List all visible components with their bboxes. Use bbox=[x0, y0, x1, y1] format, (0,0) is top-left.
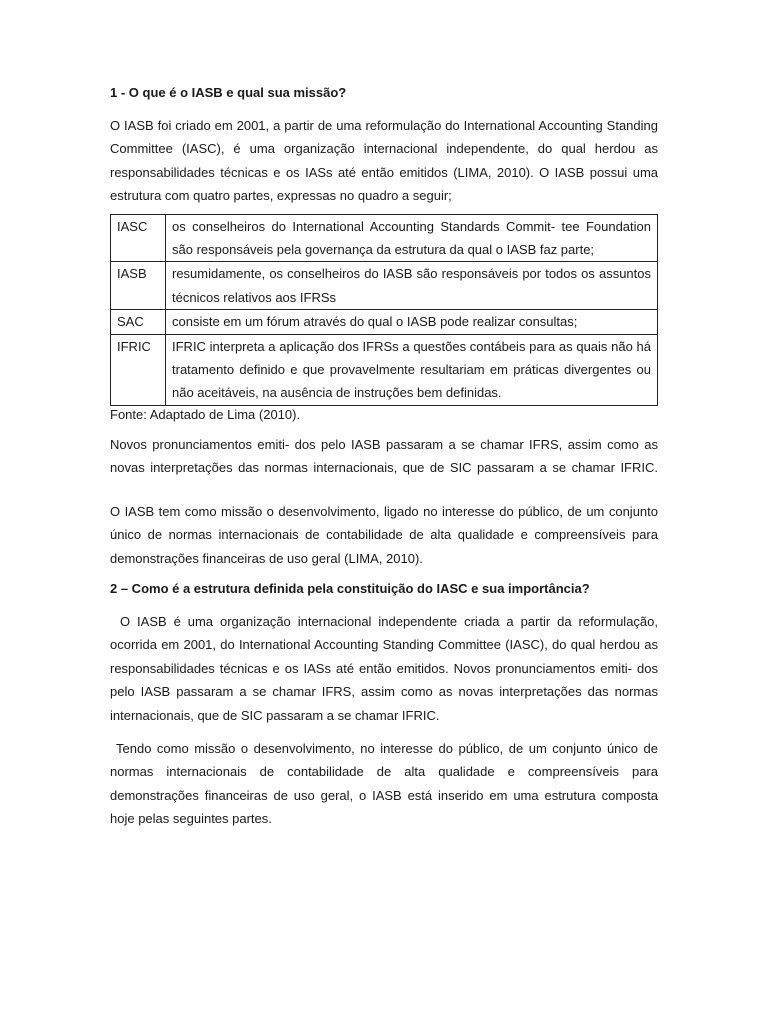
structure-table bbox=[110, 214, 658, 406]
table-row bbox=[111, 214, 658, 262]
table-cell-text: os conselheiros do International Accounting Standards Commit- tee Foundation são responsáveis pela governança da estrutura da qual o IASB faz parte; bbox=[166, 214, 658, 262]
document-page bbox=[110, 84, 658, 831]
paragraph-3: O IASB tem como missão o desenvolvimento, ligado no interesse do público, de um conjunto único de normas internacionais de contabilidade de alta qualidade e compreensíveis para demonstrações financeiras de uso geral (LIMA, 2010). bbox=[110, 503, 658, 566]
table-cell-code: IASB bbox=[111, 262, 166, 310]
table-row bbox=[111, 334, 658, 405]
table-source: Fonte: Adaptado de Lima (2010). bbox=[110, 406, 301, 422]
paragraph-4: O IASB é uma organização internacional independente criada a partir da reformulação, ocorrida em 2001, do International Accounting Standing Committee (IASC), do qual herdou as responsabilidades técnicas e os IASs até então emitidos. Novos pronunciamentos emiti- dos pelo IASB passaram a se chamar IFRS, assim como as novas interpretações das normas internacionais, que de SIC passaram a se chamar IFRIC. bbox=[110, 613, 658, 723]
table-cell-code: SAC bbox=[111, 310, 166, 334]
table-cell-code: IFRIC bbox=[111, 334, 166, 405]
paragraph-5: Tendo como missão o desenvolvimento, no interesse do público, de um conjunto único de normas internacionais de contabilidade de alta qualidade e compreensíveis para demonstrações financeiras de uso geral, o IASB está inserido em uma estrutura composta hoje pelas seguintes partes. bbox=[110, 740, 658, 827]
table-cell-code: IASC bbox=[111, 214, 166, 262]
table-row bbox=[111, 262, 658, 310]
table-row bbox=[111, 310, 658, 334]
heading-1: 1 - O que é o IASB e qual sua missão? bbox=[110, 85, 347, 100]
table-cell-text: IFRIC interpreta a aplicação dos IFRSs a questões contábeis para as quais não há tratamento definido e que provavelmente resultariam em práticas divergentes ou não aceitáveis, na ausência de instruções bem definidas. bbox=[166, 334, 658, 405]
paragraph-2: Novos pronunciamentos emiti- dos pelo IASB passaram a se chamar IFRS, assim como as novas interpretações das normas internacionais, que de SIC passaram a se chamar IFRIC. bbox=[110, 436, 658, 476]
table-cell-text: consiste em um fórum através do qual o IASB pode realizar consultas; bbox=[166, 310, 658, 334]
paragraph-1: O IASB foi criado em 2001, a partir de uma reformulação do International Accounting Standing Committee (IASC), é uma organização internacional independente, do qual herdou as responsabilidades técnicas e os IASs até então emitidos (LIMA, 2010). O IASB possui uma estrutura com quatro partes, expressas no quadro a seguir; bbox=[110, 118, 658, 204]
table-cell-text: resumidamente, os conselheiros do IASB são responsáveis por todos os assuntos técnicos relativos aos IFRSs bbox=[166, 262, 658, 310]
heading-2: 2 – Como é a estrutura definida pela constituição do IASC e sua importância? bbox=[110, 580, 590, 596]
